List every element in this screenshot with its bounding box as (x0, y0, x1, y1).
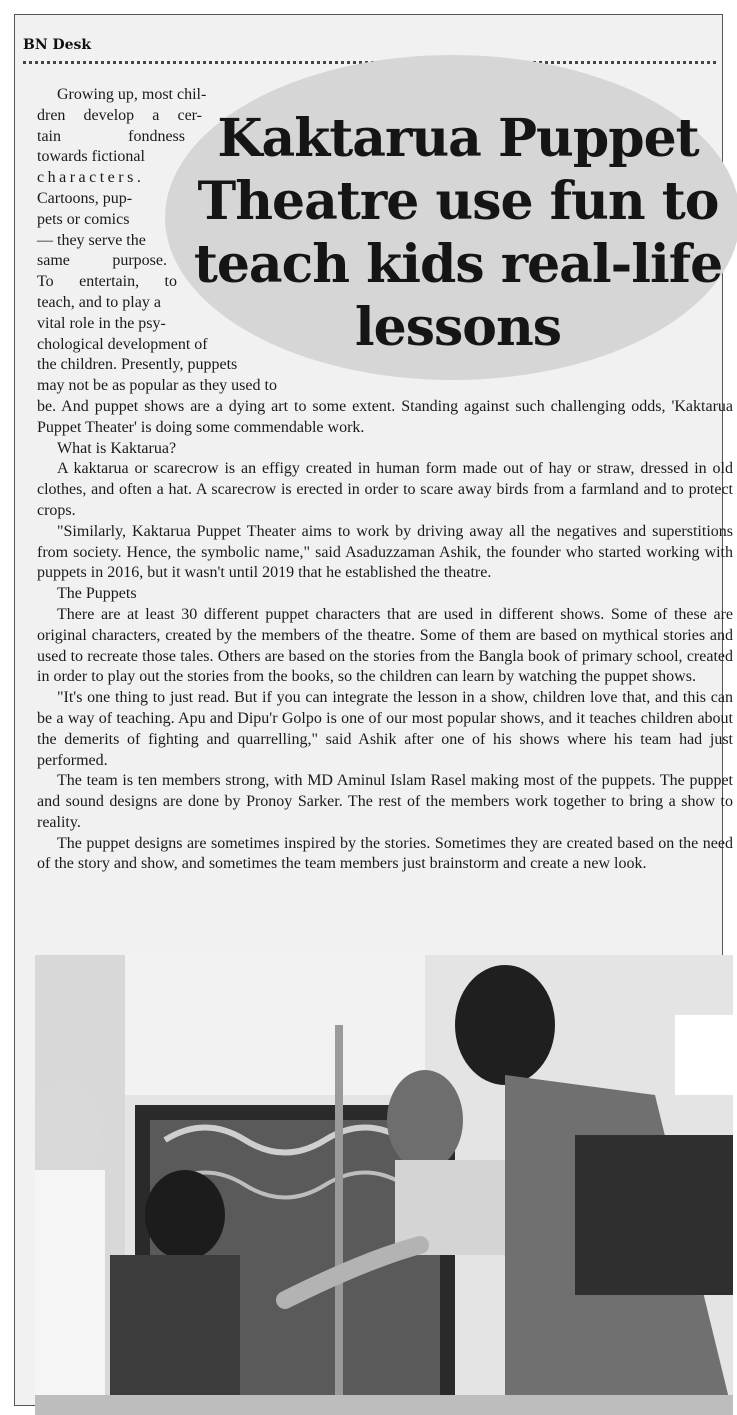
paragraph: "Similarly, Kaktarua Puppet Theater aims to work by driving away all the negatives and superstitions from society. Hence, the symbolic name," said Asaduzzaman Ashik, the founder who started working with puppets in 2016, but it wasn't until 2019 that he established the theatre. (37, 522, 733, 582)
lead-line: may not be as popular as they used to (37, 377, 277, 395)
section-heading: The Puppets (57, 585, 137, 603)
section-heading: What is Kaktarua? (57, 439, 177, 457)
lead-line: chological development of (37, 335, 208, 353)
paragraph: The team is ten members strong, with MD Aminul Islam Rasel making most of the puppets. The puppet and sound designs are done by Pronoy Sarker. The rest of the members work together to bring a show to reality. (37, 772, 733, 831)
lead-line: Growing up, most chil- (57, 86, 207, 103)
paragraph: "It's one thing to just read. But if you can integrate the lesson in a show, children love that, and this can be a way of teaching. Apu and Dipu'r Golpo is one of our most popular shows, and it teaches children about the demerits of fighting and quarrelling," said Ashik after one of his shows where his team had just performed. (37, 689, 733, 769)
headline: Kaktarua Puppet Theatre use fun to teach kids real-life lessons (193, 108, 723, 358)
lead-line: towards fictional (37, 148, 145, 166)
lead-line: pets or comics (37, 210, 130, 228)
lead-paragraph (37, 85, 277, 397)
lead-line: To entertain, to (37, 273, 177, 291)
paragraph: The puppet designs are sometimes inspired by the stories. Sometimes they are created based on the need of the story and show, and sometimes the team members just brainstorm and create a new look. (37, 834, 733, 873)
lead-line: same purpose. (37, 252, 167, 270)
lead-line: vital role in the psy- (37, 314, 166, 332)
article-page (14, 14, 733, 1406)
lead-line: teach, and to play a (37, 293, 161, 311)
lead-line: tain fondness (37, 127, 185, 145)
puppet-show-photo (35, 955, 733, 1415)
article-photo (35, 955, 733, 1415)
lead-line: characters. (37, 169, 145, 187)
lead-line: Cartoons, pup- (37, 189, 133, 207)
lead-line: the children. Presently, puppets (37, 356, 238, 374)
article-body (37, 85, 733, 875)
byline: BN Desk (23, 37, 92, 53)
lead-line: dren develop a cer- (37, 106, 202, 124)
lead-paragraph-continued: be. And puppet shows are a dying art to some extent. Standing against such challenging odds, 'Kaktarua Puppet Theater' is doing some commendable work. (37, 397, 733, 436)
paragraph: There are at least 30 different puppet characters that are used in different shows. Some of these are original characters, created by the members of the theatre. Some of them are based on mythical stories and used to recreate those tales. Others are based on the stories from the Bangla book of primary school, created in order to play out the stories from the books, so the children can learn by watching the puppet shows. (37, 605, 733, 686)
lead-line: — they serve the (37, 231, 146, 249)
paragraph: A kaktarua or scarecrow is an effigy created in human form made out of hay or straw, dressed in old clothes, and often a hat. A scarecrow is erected in order to scare away birds from a farmland and to protect crops. (37, 460, 733, 519)
